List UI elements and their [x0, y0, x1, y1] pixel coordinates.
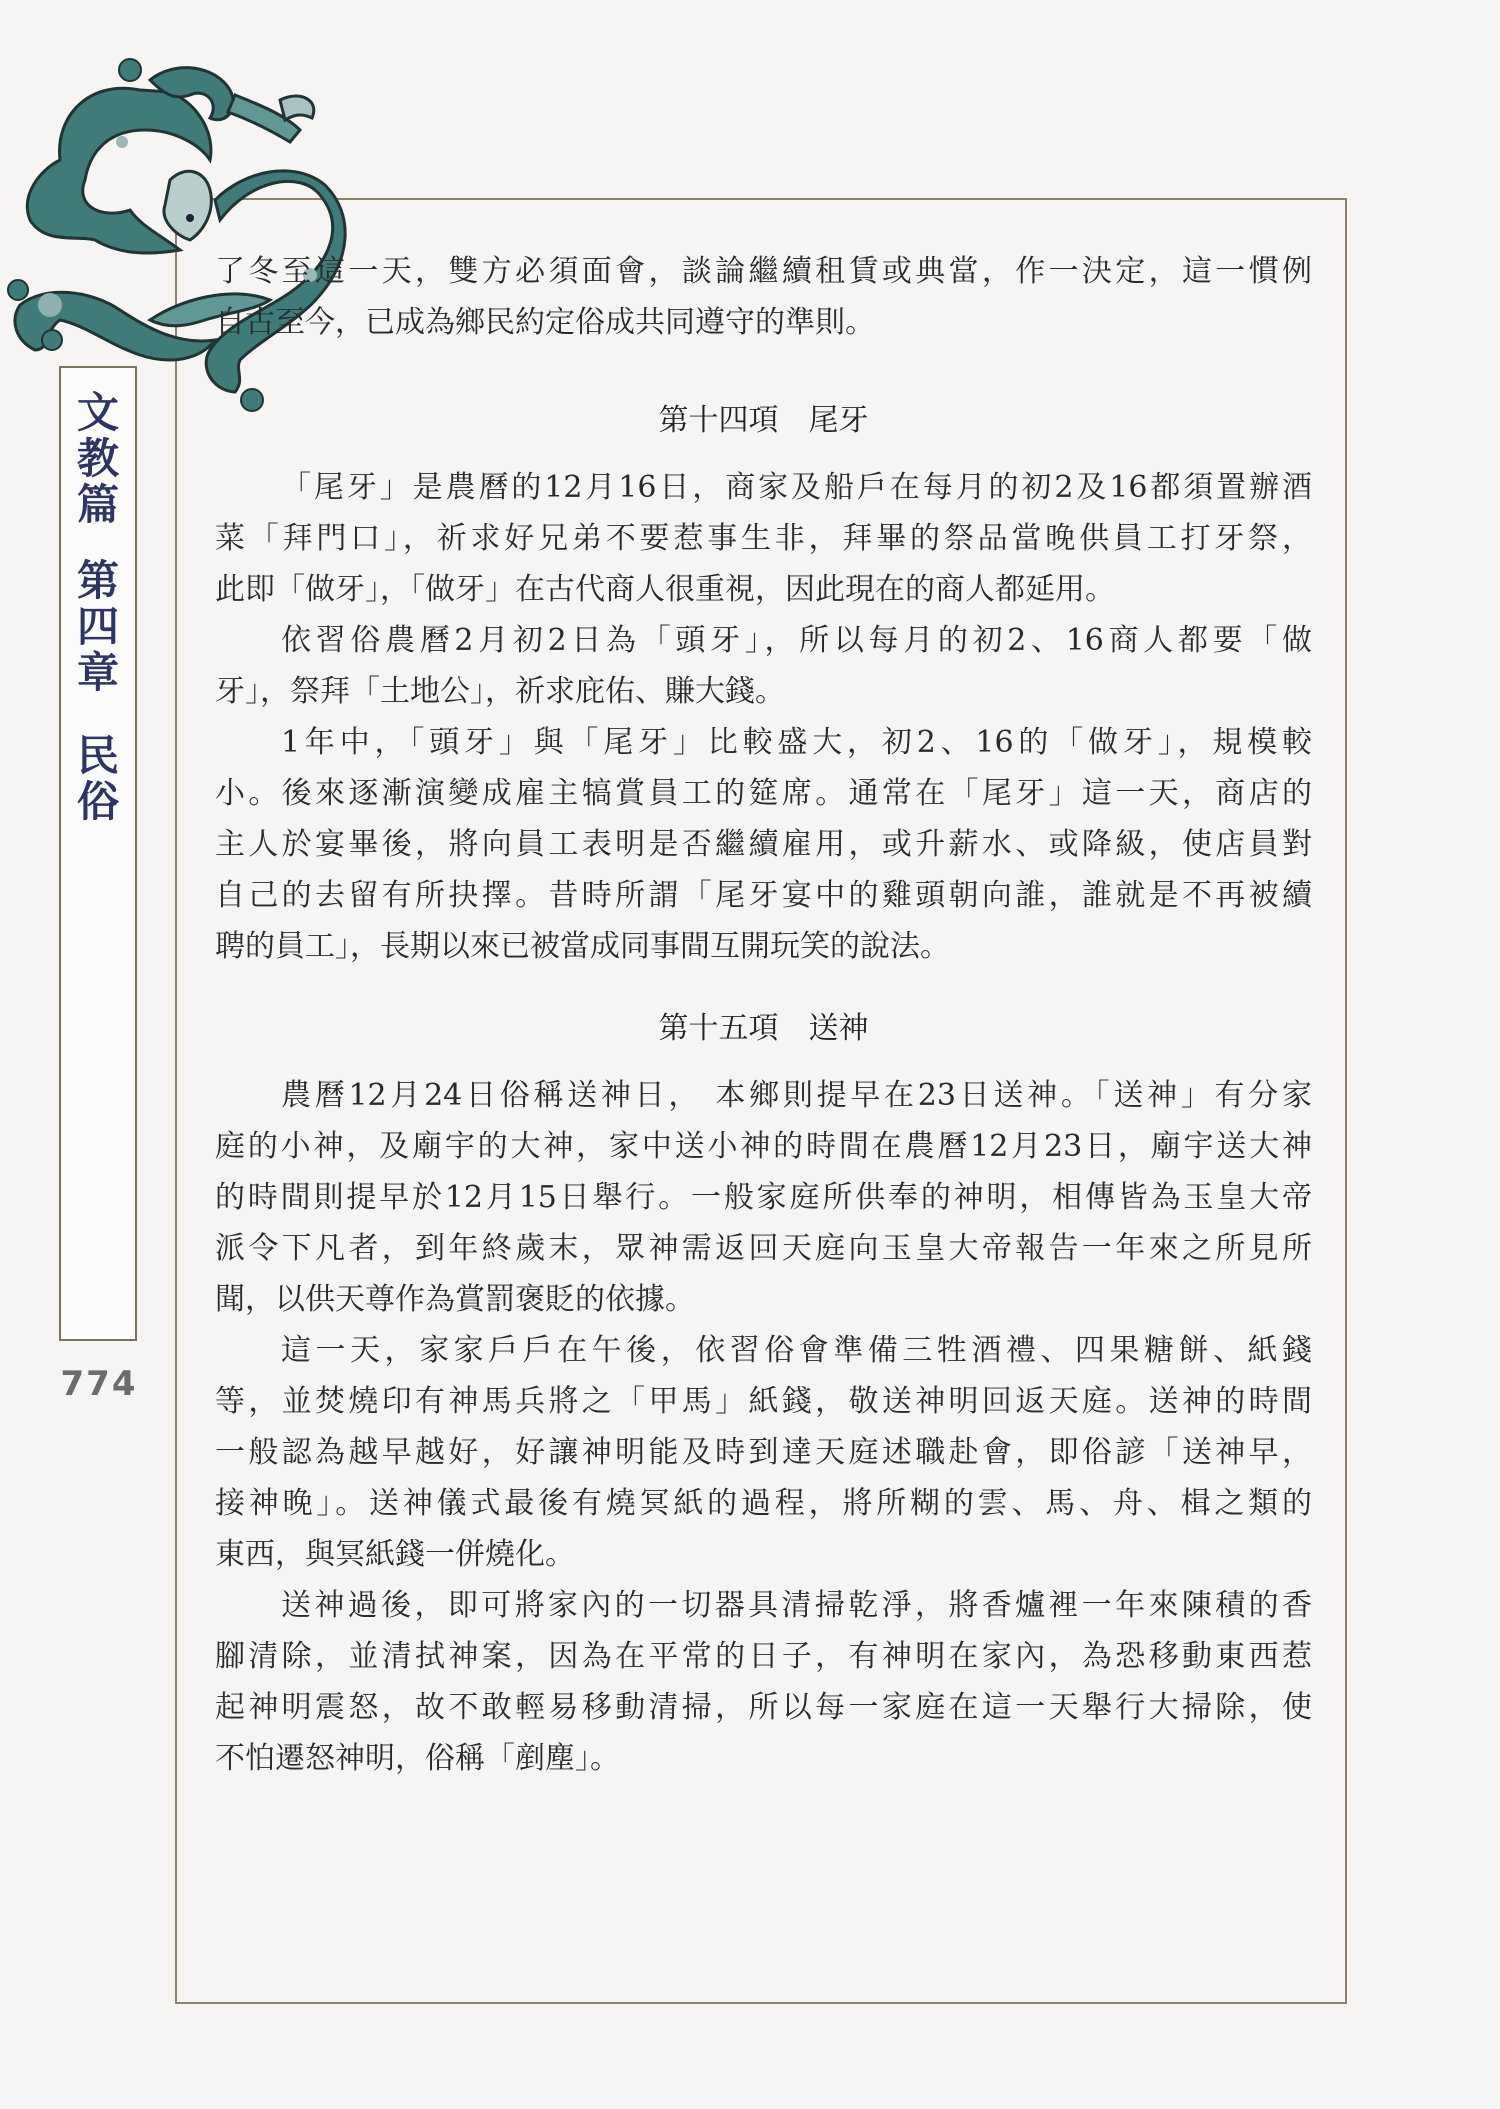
text-line: 一般認為越早越好，好讓神明能及時到達天庭述職赴會，即俗諺「送神早， [215, 1435, 1312, 1470]
text-line: 自己的去留有所抉擇。昔時所謂「尾牙宴中的雞頭朝向誰，誰就是不再被續 [215, 878, 1312, 913]
text-line: 聞，以供天尊作為賞罰褒貶的依據。 [215, 1282, 695, 1317]
text-line: 自古至今，已成為鄉民約定俗成共同遵守的準則。 [215, 305, 875, 340]
sidebar-char: 文 [76, 388, 119, 437]
text-line: 的時間則提早於12月15日舉行。一般家庭所供奉的神明，相傳皆為玉皇大帝 [215, 1180, 1312, 1215]
text-line: 庭的小神，及廟宇的大神，家中送小神的時間在農曆12月23日，廟宇送大神 [215, 1129, 1312, 1164]
sidebar-char: 教 [76, 434, 119, 483]
sidebar-topic [61, 733, 135, 825]
sidebar-section-title [61, 390, 135, 528]
dragon-ornament-icon [0, 20, 380, 420]
text-line: 農曆12月24日俗稱送神日， 本鄉則提早在23日送神。「送神」有分家 [281, 1078, 1312, 1113]
text-line: 東西，與冥紙錢一併燒化。 [215, 1537, 575, 1572]
text-line: 「尾牙」是農曆的12月16日，商家及船戶在每月的初2及16都須置辦酒 [281, 470, 1312, 505]
section-heading: 第十四項 尾牙 [658, 403, 869, 438]
text-line: 主人於宴畢後，將向員工表明是否繼續雇用，或升薪水、或降級，使店員對 [215, 827, 1312, 862]
text-line: 起神明震怒，故不敢輕易移動清掃，所以每一家庭在這一天舉行大掃除，使 [215, 1690, 1312, 1725]
text-line: 腳清除，並清拭神案，因為在平常的日子，有神明在家內，為恐移動東西惹 [215, 1639, 1312, 1674]
sidebar-char: 章 [76, 648, 119, 697]
text-line: 不怕遷怒神明，俗稱「剷塵」。 [215, 1741, 620, 1776]
text-line: 了冬至這一天，雙方必須面會，談論繼續租賃或典當，作一決定，這一慣例 [215, 254, 1312, 289]
intro-paragraph [215, 246, 1312, 348]
sidebar-chapter [61, 558, 135, 696]
text-line: 送神過後，即可將家內的一切器具清掃乾淨，將香爐裡一年來陳積的香 [281, 1588, 1312, 1623]
text-line: 這一天，家家戶戶在午後，依習俗會準備三牲酒禮、四果糖餅、紙錢 [281, 1333, 1312, 1368]
paragraph [215, 1070, 1312, 1325]
text-line: 1年中，「頭牙」與「尾牙」比較盛大，初2、16的「做牙」，規模較 [281, 725, 1312, 760]
chapter-sidebar [59, 366, 137, 1341]
text-line: 此即「做牙」，「做牙」在古代商人很重視，因此現在的商人都延用。 [215, 572, 1115, 607]
text-line: 依習俗農曆2月初2日為「頭牙」，所以每月的初2、16商人都要「做 [281, 623, 1312, 658]
sidebar-char: 第 [76, 556, 119, 605]
paragraph [215, 1325, 1312, 1580]
text-line: 聘的員工」，長期以來已被當成同事間互開玩笑的說法。 [215, 929, 950, 964]
paragraph [215, 615, 1312, 717]
text-line: 派令下凡者，到年終歲末，眾神需返回天庭向玉皇大帝報告一年來之所見所 [215, 1231, 1312, 1266]
text-line: 等，並焚燒印有神馬兵將之「甲馬」紙錢，敬送神明回返天庭。送神的時間 [215, 1384, 1312, 1419]
section-heading: 第十五項 送神 [658, 1011, 869, 1046]
paragraph [215, 1580, 1312, 1784]
sidebar-char: 民 [76, 731, 119, 780]
text-line: 菜「拜門口」，祈求好兄弟不要惹事生非，拜畢的祭品當晚供員工打牙祭， [215, 521, 1312, 556]
text-line: 小。後來逐漸演變成雇主犒賞員工的筵席。通常在「尾牙」這一天，商店的 [215, 776, 1312, 811]
paragraph [215, 462, 1312, 615]
sidebar-char: 俗 [76, 777, 119, 826]
sidebar-char: 四 [76, 602, 119, 651]
text-line: 接神晚」。送神儀式最後有燒冥紙的過程，將所糊的雲、馬、舟、楫之類的 [215, 1486, 1312, 1521]
text-line: 牙」，祭拜「土地公」，祈求庇佑、賺大錢。 [215, 674, 785, 709]
page-number: 774 [60, 1364, 138, 1404]
sidebar-char: 篇 [76, 480, 119, 529]
paragraph [215, 717, 1312, 972]
